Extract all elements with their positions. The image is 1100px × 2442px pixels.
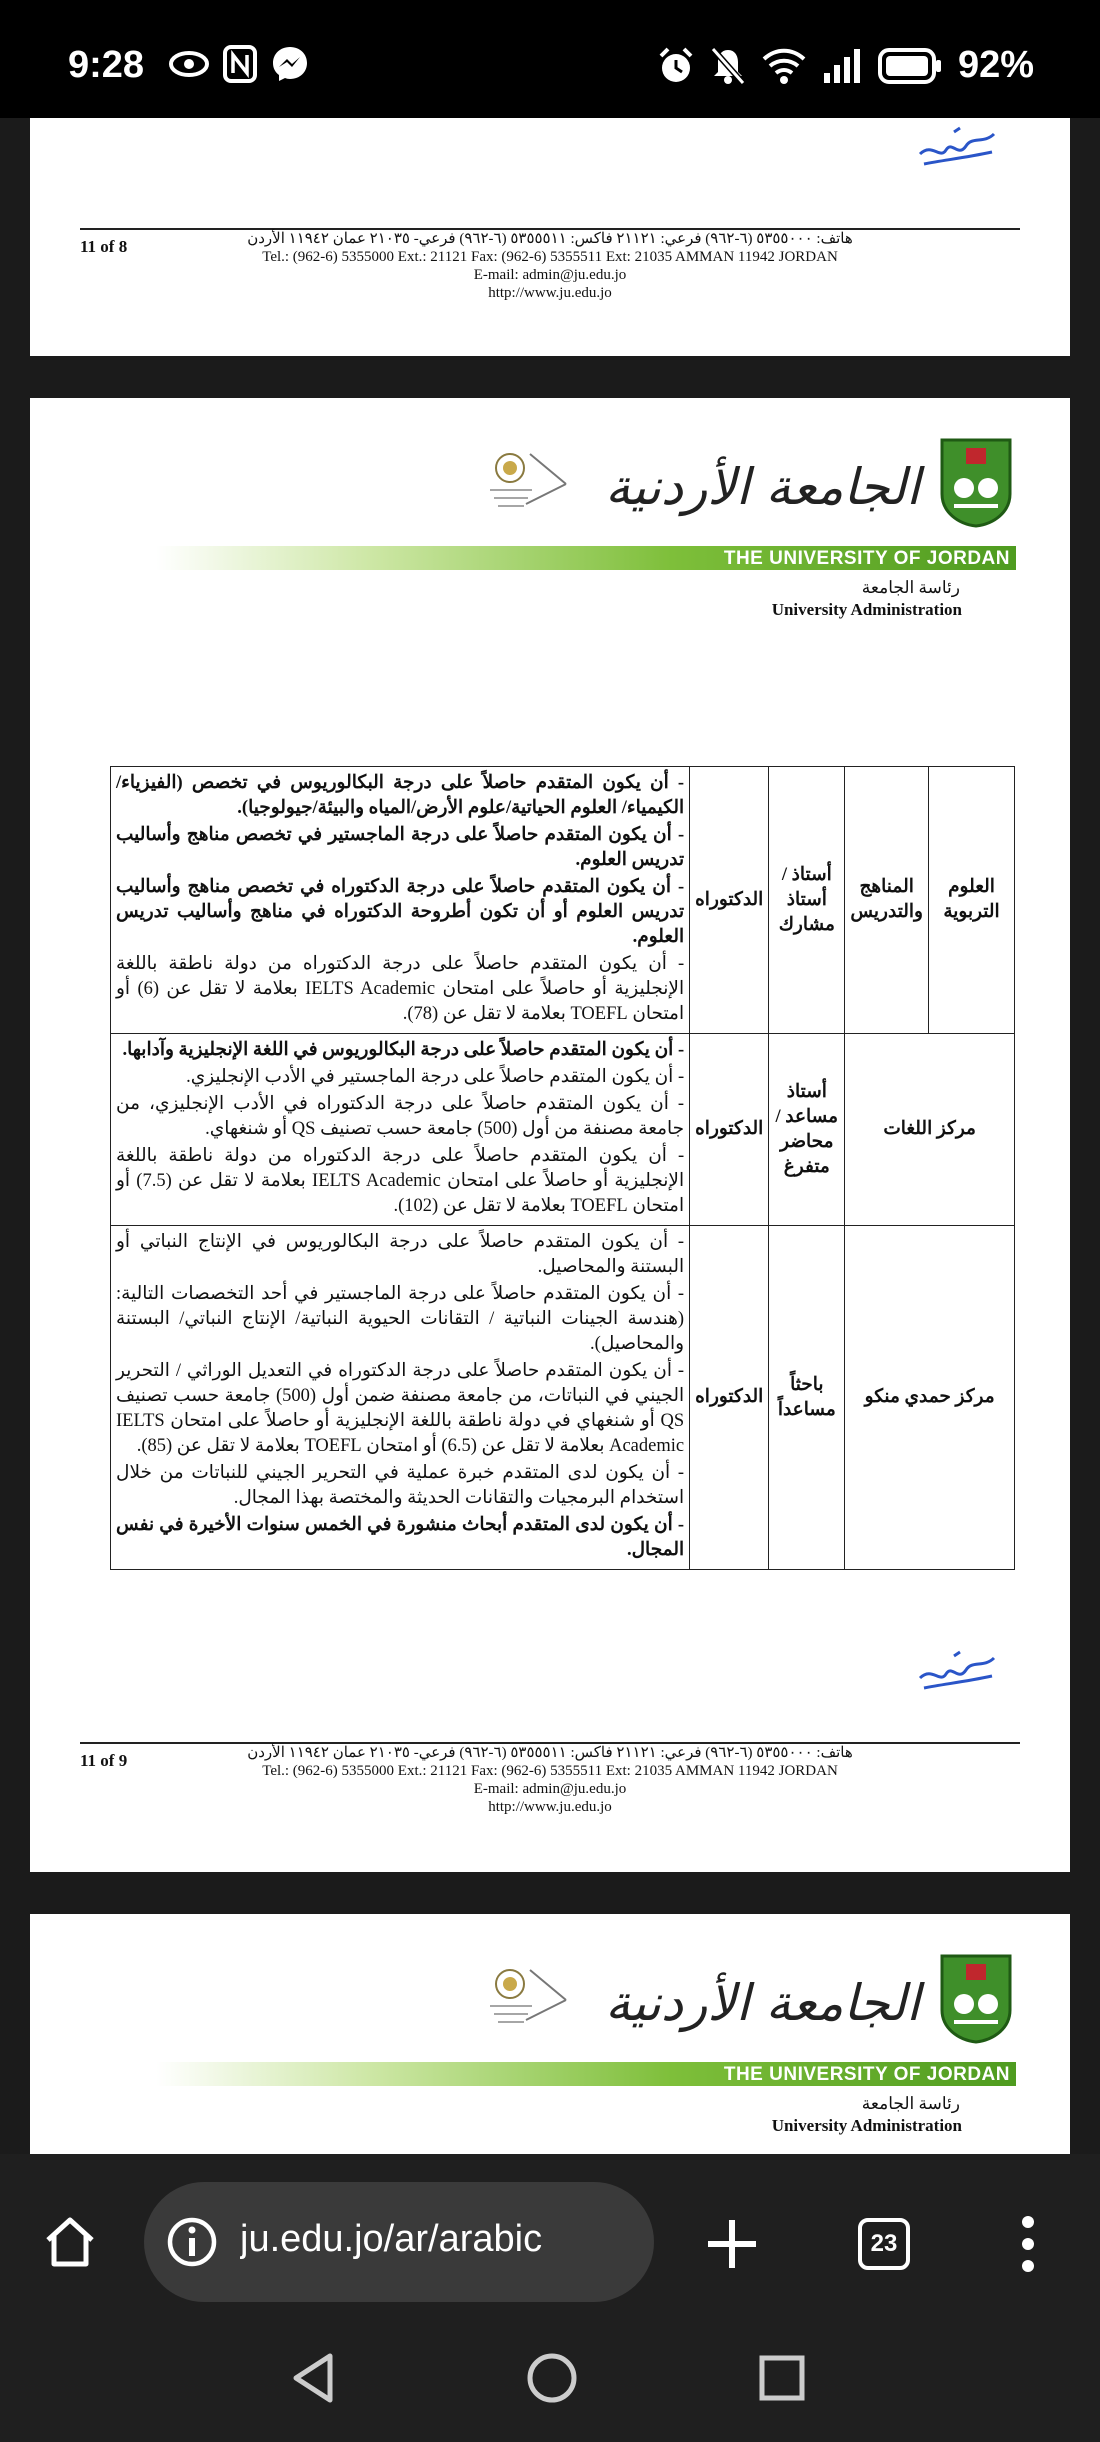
messenger-icon (270, 44, 310, 84)
new-tab-icon[interactable] (704, 2216, 760, 2272)
table-cell-rank: باحثاً مساعداً (769, 1226, 845, 1570)
pdf-page-partial-top (30, 118, 1070, 356)
administration-en: University Administration (771, 2116, 962, 2135)
eye-icon (168, 44, 210, 84)
table-cell-department: المناهج والتدريس (845, 767, 929, 1034)
requirement-item: - أن يكون المتقدم حاصلاً على درجة الدكتوراه في التعديل الوراثي / التحرير الجيني في النباتات، من جامعة مصنفة ضمن أول (500) جامعة حسب تصنيف QS أو شنغهاي في دولة ناطقة باللغة الإنجليزية أو حاصلاً على امتحان IELTS Academic بعلامة لا تقل عن (6.5) أو امتحان TOEFL بعلامة لا تقل عن (85). (116, 1359, 684, 1459)
requirement-item: - أن يكون المتقدم حاصلاً على درجة البكالوريوس في الإنتاج النباتي أو البستنة والمحاصيل. (116, 1230, 684, 1280)
footer-contact-en: Tel.: (962-6) 5355000 Ext.: 21121 Fax: (962-6) 5355511 Ext: 21035 AMMAN 11942 JORDAN (262, 1763, 838, 1779)
requirement-item: - أن يكون المتقدم حاصلاً على درجة الدكتوراه في الأدب الإنجليزي، من جامعة مصنفة من أول (500) جامعة حسب تصنيف QS أو شنغهاي. (116, 1092, 684, 1142)
site-info-icon[interactable] (166, 2216, 218, 2268)
footer-contact-ar: هاتف: ٥٣٥٥٠٠٠ (٦-٩٦٢) فرعي: ٢١١٢١ فاكس: ٥٣٥٥٥١١ (٦-٩٦٢) فرعي- ٢١٠٣٥ عمان ١١٩٤٢ الأردن (247, 231, 853, 247)
table-cell-rank: أستاذ مساعد / محاضر متفرغ (769, 1034, 845, 1226)
requirement-item: - أن يكون المتقدم حاصلاً على درجة الماجستير في تخصص مناهج وأساليب تدريس العلوم. (116, 823, 684, 873)
university-logo (938, 1952, 1014, 2044)
requirement-item: - أن يكون المتقدم حاصلاً على درجة البكالوريوس في اللغة الإنجليزية وآدابها. (116, 1038, 684, 1063)
wifi-icon (762, 47, 806, 85)
page-header (30, 1914, 1070, 2144)
url-text[interactable]: ju.edu.jo/ar/arabic (240, 2218, 543, 2260)
requirement-item: - أن يكون المتقدم حاصلاً على درجة الدكتوراه من دولة ناطقة باللغة الإنجليزية أو حاصلاً على امتحان IELTS Academic بعلامة لا تقل عن (7.5) أو امتحان TOEFL بعلامة لا تقل عن (102). (116, 1144, 684, 1219)
tab-switcher-button[interactable]: 23 (858, 2218, 910, 2270)
more-menu-icon[interactable] (1010, 2214, 1046, 2274)
page-number: 11 of 8 (80, 237, 128, 256)
administration-ar: رئاسة الجامعة (861, 2094, 960, 2113)
university-name-ar: الجامعة الأردنية (605, 458, 920, 516)
footer-website: http://www.ju.edu.jo (488, 1799, 612, 1815)
battery-percent: 92% (957, 44, 1034, 86)
pdf-page-partial-bottom (30, 1914, 1070, 2154)
pdf-page (30, 398, 1070, 1872)
administration-en: University Administration (771, 600, 962, 619)
table-row (111, 767, 1015, 1034)
award-emblem-icon (480, 444, 570, 524)
signature-icon (914, 124, 1000, 174)
footer-contact-en: Tel.: (962-6) 5355000 Ext.: 21121 Fax: (962-6) 5355511 Ext: 21035 AMMAN 11942 JORDAN (262, 249, 838, 265)
requirement-item: - أن يكون المتقدم حاصلاً على درجة الدكتوراه من دولة ناطقة باللغة الإنجليزية أو حاصلاً على امتحان IELTS Academic بعلامة لا تقل عن (6) أو امتحان TOEFL بعلامة لا تقل عن (78). (116, 952, 684, 1027)
footer-email: E-mail: admin@ju.edu.jo (473, 267, 627, 283)
requirement-item: - أن يكون لدى المتقدم أبحاث منشورة في الخمس سنوات الأخيرة في نفس المجال. (116, 1513, 684, 1563)
status-bar (0, 0, 1100, 118)
page-footer (80, 1742, 1020, 1816)
footer-contact-ar: هاتف: ٥٣٥٥٠٠٠ (٦-٩٦٢) فرعي: ٢١١٢١ فاكس: ٥٣٥٥٥١١ (٦-٩٦٢) فرعي- ٢١٠٣٥ عمان ١١٩٤٢ الأردن (247, 1745, 853, 1761)
signal-icon (822, 47, 862, 85)
table-cell-faculty: العلوم التربوية (929, 767, 1015, 1034)
table-cell-center: مركز حمدي منكو (845, 1226, 1015, 1570)
requirement-item: - أن يكون لدى المتقدم خبرة عملية في التحرير الجيني للنباتات من خلال استخدام البرمجيات والتقانات الحديثة والمختصة بهذا المجال. (116, 1461, 684, 1511)
requirement-item: - أن يكون المتقدم حاصلاً على درجة الماجستير في الأدب الإنجليزي. (116, 1065, 684, 1090)
table-cell-rank: أستاذ / أستاذ مشارك (769, 767, 845, 1034)
requirement-item: - أن يكون المتقدم حاصلاً على درجة الدكتوراه في تخصص مناهج وأساليب تدريس العلوم أو أن تكون أطروحة الدكتوراه في مناهج وأساليب تدريس العلوم. (116, 875, 684, 950)
requirement-item: - أن يكون المتقدم حاصلاً على درجة الماجستير في أحد التخصصات التالية: (هندسة الجينات النباتية / التقانات الحيوية النباتية/ الإنتاج النباتي/ البستنة والمحاصيل). (116, 1282, 684, 1357)
table-cell-degree: الدكتوراه (690, 1226, 769, 1570)
home-icon[interactable] (40, 2212, 100, 2272)
table-cell-degree: الدكتوراه (690, 767, 769, 1034)
footer-email: E-mail: admin@ju.edu.jo (473, 1781, 627, 1797)
table-row (111, 1034, 1015, 1226)
requirement-item: - أن يكون المتقدم حاصلاً على درجة البكالوريوس في تخصص (الفيزياء/ الكيمياء/ العلوم الحياتية/علوم الأرض/المياه والبيئة/جيولوجيا). (116, 771, 684, 821)
award-emblem-icon (480, 1960, 570, 2040)
table-cell-requirements (111, 1034, 690, 1226)
footer-website: http://www.ju.edu.jo (488, 285, 612, 301)
table-row (111, 1226, 1015, 1570)
table-cell-center: مركز اللغات (845, 1034, 1015, 1226)
table-cell-requirements (111, 767, 690, 1034)
page-header (30, 398, 1070, 628)
table-cell-degree: الدكتوراه (690, 1034, 769, 1226)
address-bar[interactable] (144, 2182, 654, 2302)
university-name-en: THE UNIVERSITY OF JORDAN (723, 2064, 1010, 2085)
university-logo (938, 436, 1014, 528)
page-footer (80, 228, 1020, 302)
status-time: 9:28 (68, 44, 145, 86)
page-number: 11 of 9 (80, 1751, 128, 1770)
nfc-icon (222, 44, 258, 84)
battery-icon (878, 48, 942, 84)
university-name-en: THE UNIVERSITY OF JORDAN (723, 548, 1010, 569)
recents-nav-icon[interactable] (756, 2352, 808, 2404)
back-nav-icon[interactable] (288, 2350, 336, 2406)
browser-bottom-bar (0, 2154, 1100, 2442)
home-nav-icon[interactable] (524, 2350, 580, 2406)
muted-bell-icon (710, 46, 746, 86)
table-cell-requirements (111, 1226, 690, 1570)
alarm-icon (658, 46, 694, 86)
signature-icon (914, 1648, 1000, 1698)
document-viewer[interactable] (0, 118, 1100, 2154)
administration-ar: رئاسة الجامعة (861, 578, 960, 597)
job-requirements-table (110, 766, 1015, 1570)
university-name-ar: الجامعة الأردنية (605, 1974, 920, 2032)
